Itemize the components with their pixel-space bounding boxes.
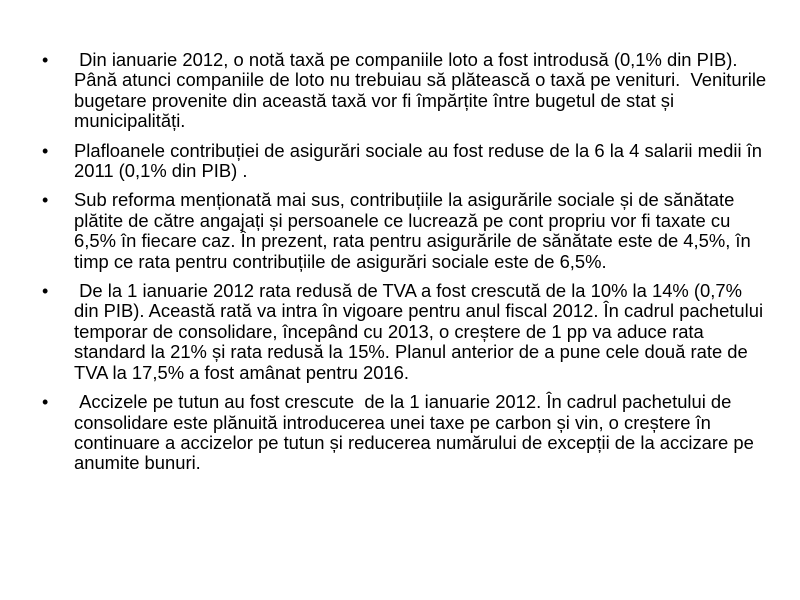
bullet-text: Plafloanele contribuției de asigurări sociale au fost reduse de la 6 la 4 salarii medii în 2011 (0,1% din PIB) .	[74, 139, 768, 182]
bullet-item-contribution-reform	[40, 190, 770, 272]
bullet-text: De la 1 ianuarie 2012 rata redusă de TVA a fost crescută de la 10% la 14% (0,7% din PIB). Această rată va intra în vigoare pentru anul fiscal 2012. În cadrul pachetului temporar de consolidare, începând cu 2013, o creștere de 1 pp va aduce rata standard la 21% și rata redusă la 15%. Planul anterior de a pune cele două rate de TVA la 17,5% a fost amânat pentru 2016.	[74, 280, 769, 383]
bullet-icon: •	[42, 50, 49, 70]
bullet-text: Accizele pe tutun au fost crescute de la 1 ianuarie 2012. În cadrul pachetului de consolidare este plănuită introducerea unei taxe pe carbon și vin, o creștere în continuare a accizelor pe tutun și reducerea numărului de excepții de la accizare pe anumite bunuri.	[74, 391, 759, 474]
bullet-item-vat-rates	[40, 281, 770, 383]
bullet-icon: •	[42, 190, 49, 211]
bullet-icon: •	[42, 281, 49, 302]
bullet-icon: •	[42, 140, 49, 161]
bullet-icon: •	[42, 392, 49, 413]
bullet-text: Sub reforma menționată mai sus, contribuțiile la asigurările sociale și de sănătate plătite de către angajați și persoanele ce lucrează pe cont propriu vor fi taxate cu 6,5% în fiecare caz. În prezent, rata pentru asigurările de sănătate este de 4,5%, în timp ce rata pentru contribuțiile de asigurări sociale este de 6,5%.	[74, 189, 756, 272]
bullet-item-social-contribution-ceilings	[40, 141, 770, 182]
bullet-text: Din ianuarie 2012, o notă taxă pe companiile loto a fost introdusă (0,1% din PIB). Până atunci companiile de loto nu trebuiau să plătească o taxă pe venituri. Veniturile bugetare provenite din această taxă vor fi împărțite între bugetul de stat și municipalități.	[74, 49, 772, 132]
bullet-item-excise-duties	[40, 392, 770, 474]
bullet-item-lottery-tax	[40, 50, 770, 132]
bullet-list	[40, 50, 770, 483]
